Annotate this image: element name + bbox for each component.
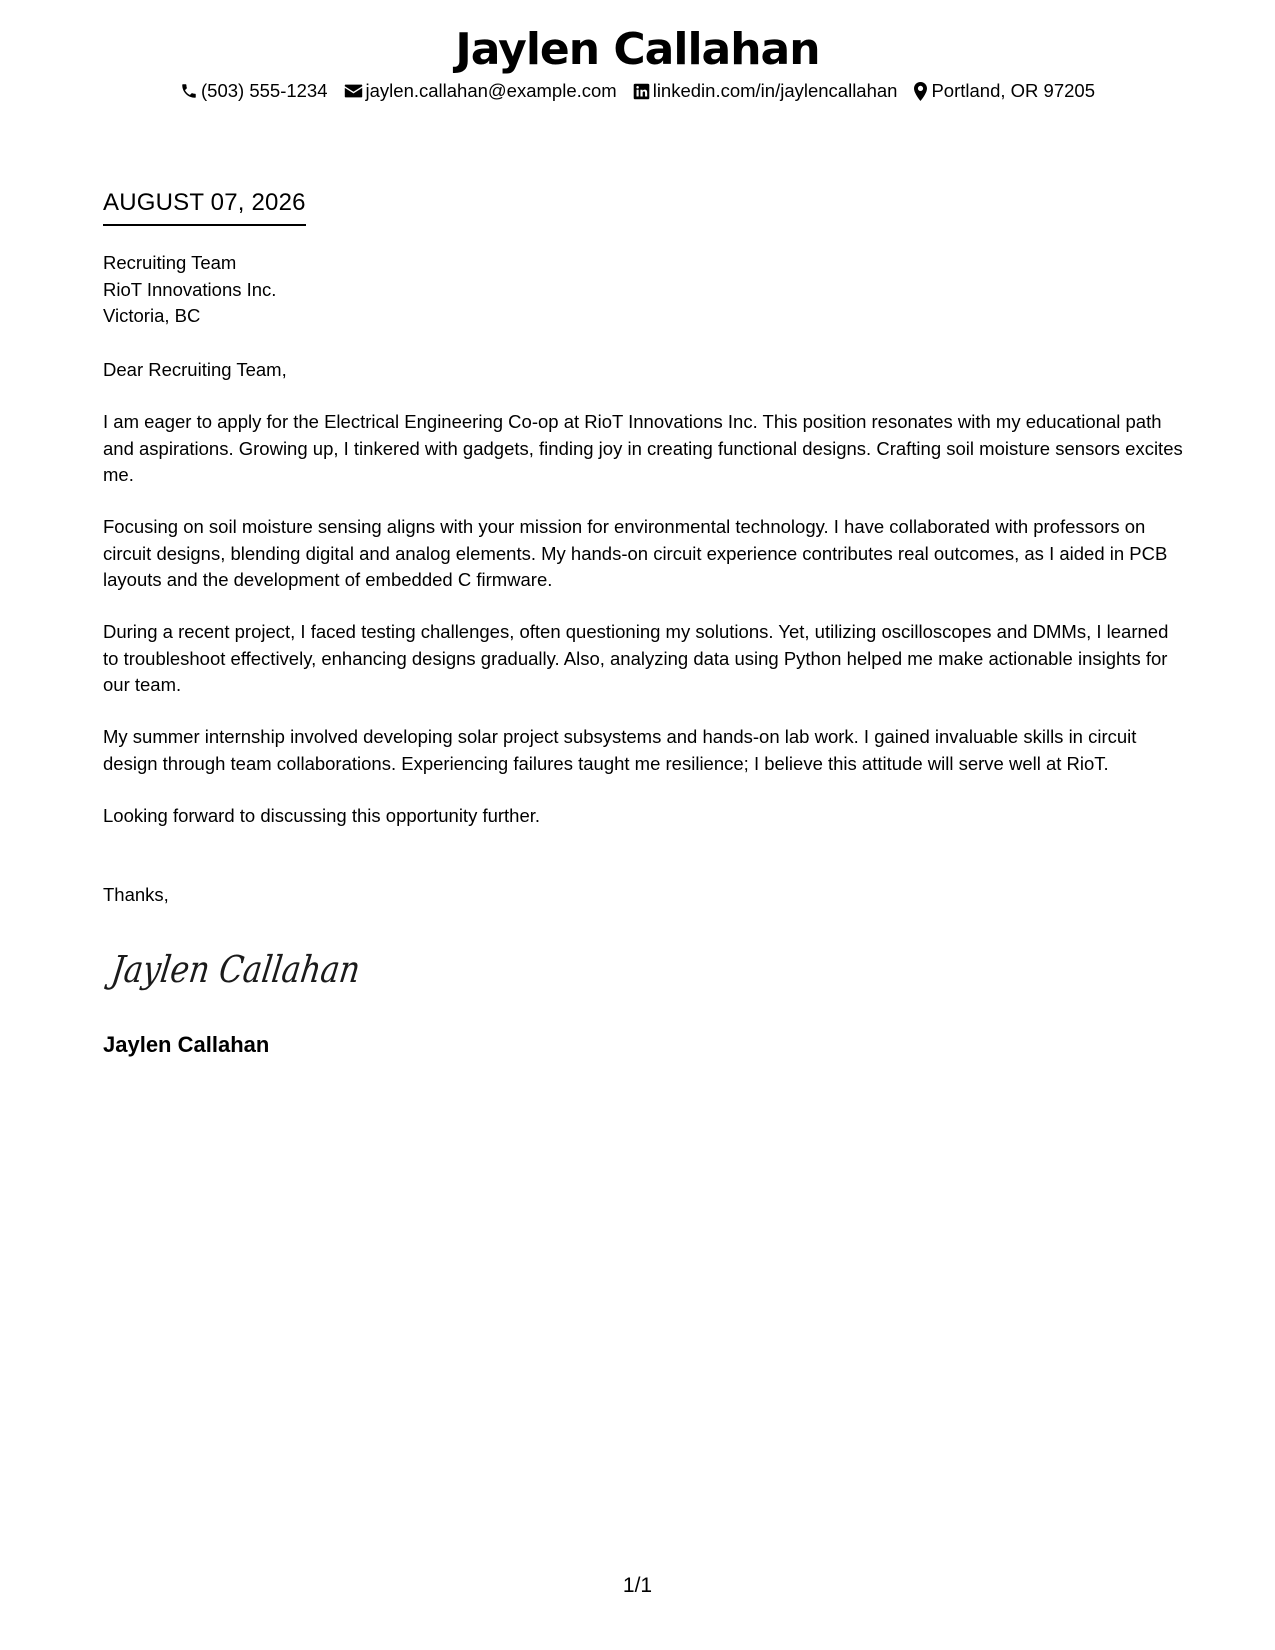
salutation: Dear Recruiting Team,: [103, 359, 287, 380]
letter-date: AUGUST 07, 2026: [103, 188, 306, 226]
recipient-line: RioT Innovations Inc.: [103, 278, 277, 300]
closing: Thanks,: [103, 884, 169, 905]
map-pin-icon: [913, 82, 928, 101]
body-paragraph: During a recent project, I faced testing challenges, often questioning my solutions. Yet, utilizing oscilloscopes and DMMs, I learned to troubleshoot effectively, enhancing designs gradually. Also, analyzing data using Python helped me make actionable insights for our team.: [103, 621, 1169, 695]
contact-linkedin: [633, 78, 898, 104]
recipient-line: Victoria, BC: [103, 305, 201, 326]
body-paragraph: Looking forward to discussing this opportunity further.: [103, 805, 541, 826]
page-number: 1/1: [622, 1574, 653, 1597]
applicant-name-heading: Jaylen Callahan: [455, 24, 820, 75]
body-paragraph: My summer internship involved developing solar project subsystems and hands-on lab work. I gained invaluable skills in circuit design through team collaborations. Experiencing failures taught me resilience; I believe this attitude will serve well at RioT.: [103, 726, 1137, 774]
contact-phone: [180, 78, 328, 104]
svg-text:Jaylen Callahan: Jaylen Callahan: [108, 947, 408, 991]
recipient-address: [103, 250, 276, 330]
linkedin-icon: [633, 83, 650, 100]
signer-name: Jaylen Callahan: [103, 1032, 270, 1057]
body-paragraph: Focusing on soil moisture sensing aligns with your mission for environmental technology. I have collaborated with professors on circuit designs, blending digital and analog elements. My hands-on circuit experience contributes real outcomes, as I aided in PCB layouts and the development of embedded C firmware.: [103, 516, 1168, 590]
envelope-icon: [344, 83, 363, 99]
handwritten-signature: [106, 940, 408, 996]
body-paragraph: I am eager to apply for the Electrical Engineering Co-op at RioT Innovations Inc. This position resonates with my educational path and aspirations. Growing up, I tinkered with gadgets, finding joy in creating functional designs. Crafting soil moisture sensors excites me.: [103, 411, 1183, 485]
phone-text: (503) 555-1234: [201, 80, 328, 101]
recipient-line: Recruiting Team: [103, 252, 237, 273]
location-text: Portland, OR 97205: [931, 80, 1095, 101]
contact-info-row: [0, 78, 1275, 104]
phone-icon: [180, 82, 198, 100]
linkedin-text: linkedin.com/in/jaylencallahan: [652, 80, 898, 101]
email-text: jaylen.callahan@example.com: [365, 80, 617, 101]
contact-email: [344, 78, 617, 104]
contact-location: [913, 78, 1095, 104]
